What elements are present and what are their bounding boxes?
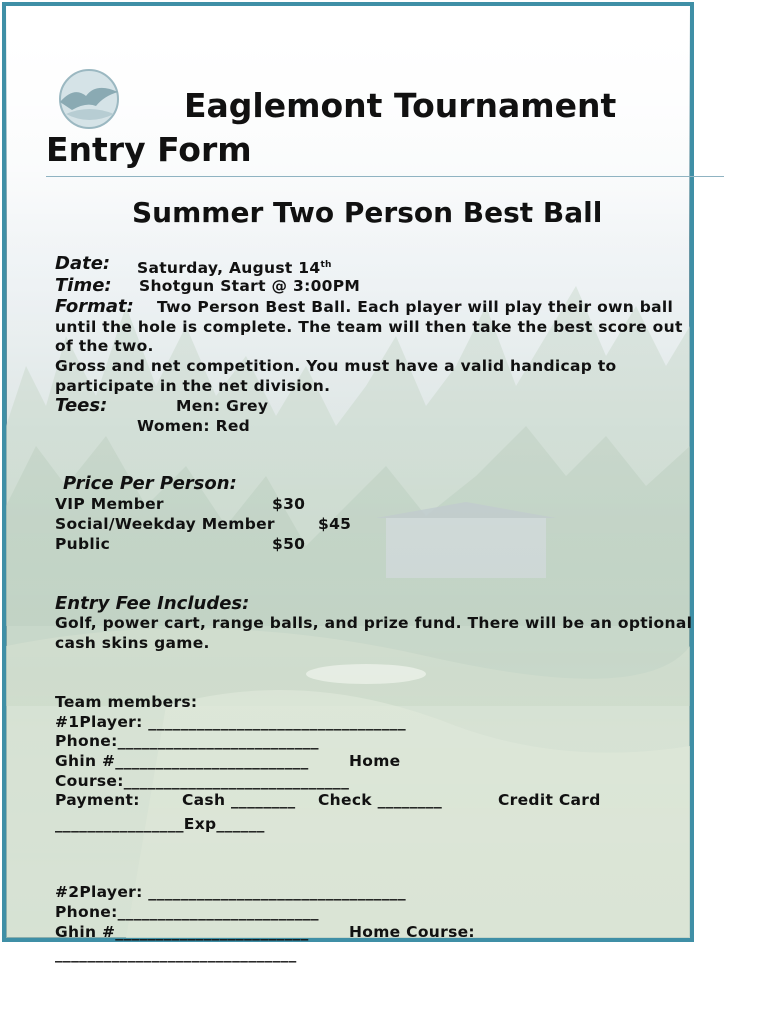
page-title-line2: Entry Form: [46, 130, 252, 169]
format-line-1: Two Person Best Ball. Each player will play their own ball: [157, 298, 674, 316]
price-item-social-name: Social/Weekday Member: [55, 515, 275, 533]
format-line-2: until the hole is complete. The team will then take the best score out: [55, 318, 683, 336]
price-item-vip-name: VIP Member: [55, 495, 164, 513]
tees-label: Tees:: [55, 395, 108, 416]
event-subtitle: Summer Two Person Best Ball: [132, 196, 603, 229]
includes-line-2: cash skins game.: [55, 634, 210, 652]
includes-label: Entry Fee Includes:: [55, 593, 250, 614]
format-label: Format:: [55, 296, 134, 317]
player2-ghin-field[interactable]: Ghin #________________________: [55, 923, 309, 941]
format-line-3: of the two.: [55, 337, 154, 355]
player1-ghin-field[interactable]: Ghin #________________________: [55, 752, 309, 770]
team-label: Team members:: [55, 693, 198, 711]
payment-cash-field[interactable]: Cash ________: [182, 791, 296, 809]
player2-phone-field[interactable]: Phone:_________________________: [55, 903, 319, 921]
date-suffix: th: [320, 260, 332, 270]
player1-phone-field[interactable]: Phone:_________________________: [55, 732, 319, 750]
payment-card-exp-field[interactable]: ________________Exp______: [55, 815, 265, 833]
price-item-public-name: Public: [55, 535, 111, 553]
payment-check-field[interactable]: Check ________: [318, 791, 443, 809]
time-value: Shotgun Start @ 3:00PM: [139, 277, 361, 295]
player1-course-field[interactable]: Course:____________________________: [55, 772, 350, 790]
tees-men: Men: Grey: [176, 397, 269, 415]
player2-name-field[interactable]: #2Player: ________________________________: [55, 883, 406, 901]
payment-credit-card-label: Credit Card: [498, 791, 601, 809]
player2-course-field[interactable]: ______________________________: [55, 945, 297, 963]
price-item-vip-price: $30: [272, 495, 306, 513]
player2-home-course-label: Home Course:: [349, 923, 475, 941]
tees-women: Women: Red: [137, 417, 251, 435]
time-label: Time:: [55, 275, 112, 296]
payment-label: Payment:: [55, 791, 140, 809]
price-item-public-price: $50: [272, 535, 306, 553]
includes-line-1: Golf, power cart, range balls, and prize fund. There will be an optional: [55, 614, 693, 632]
date-value: Saturday, August 14th: [137, 259, 332, 278]
price-label: Price Per Person:: [63, 473, 237, 494]
eagle-logo-icon: [52, 68, 126, 130]
format-line-4: Gross and net competition. You must have a valid handicap to: [55, 357, 617, 375]
price-item-social-price: $45: [318, 515, 352, 533]
format-line-5: participate in the net division.: [55, 377, 331, 395]
page-title-line1: Eaglemont Tournament: [184, 86, 617, 125]
title-divider: [46, 176, 724, 177]
player1-name-field[interactable]: #1Player: ________________________________: [55, 713, 406, 731]
player1-home-label: Home: [349, 752, 401, 770]
date-label: Date:: [55, 253, 111, 274]
